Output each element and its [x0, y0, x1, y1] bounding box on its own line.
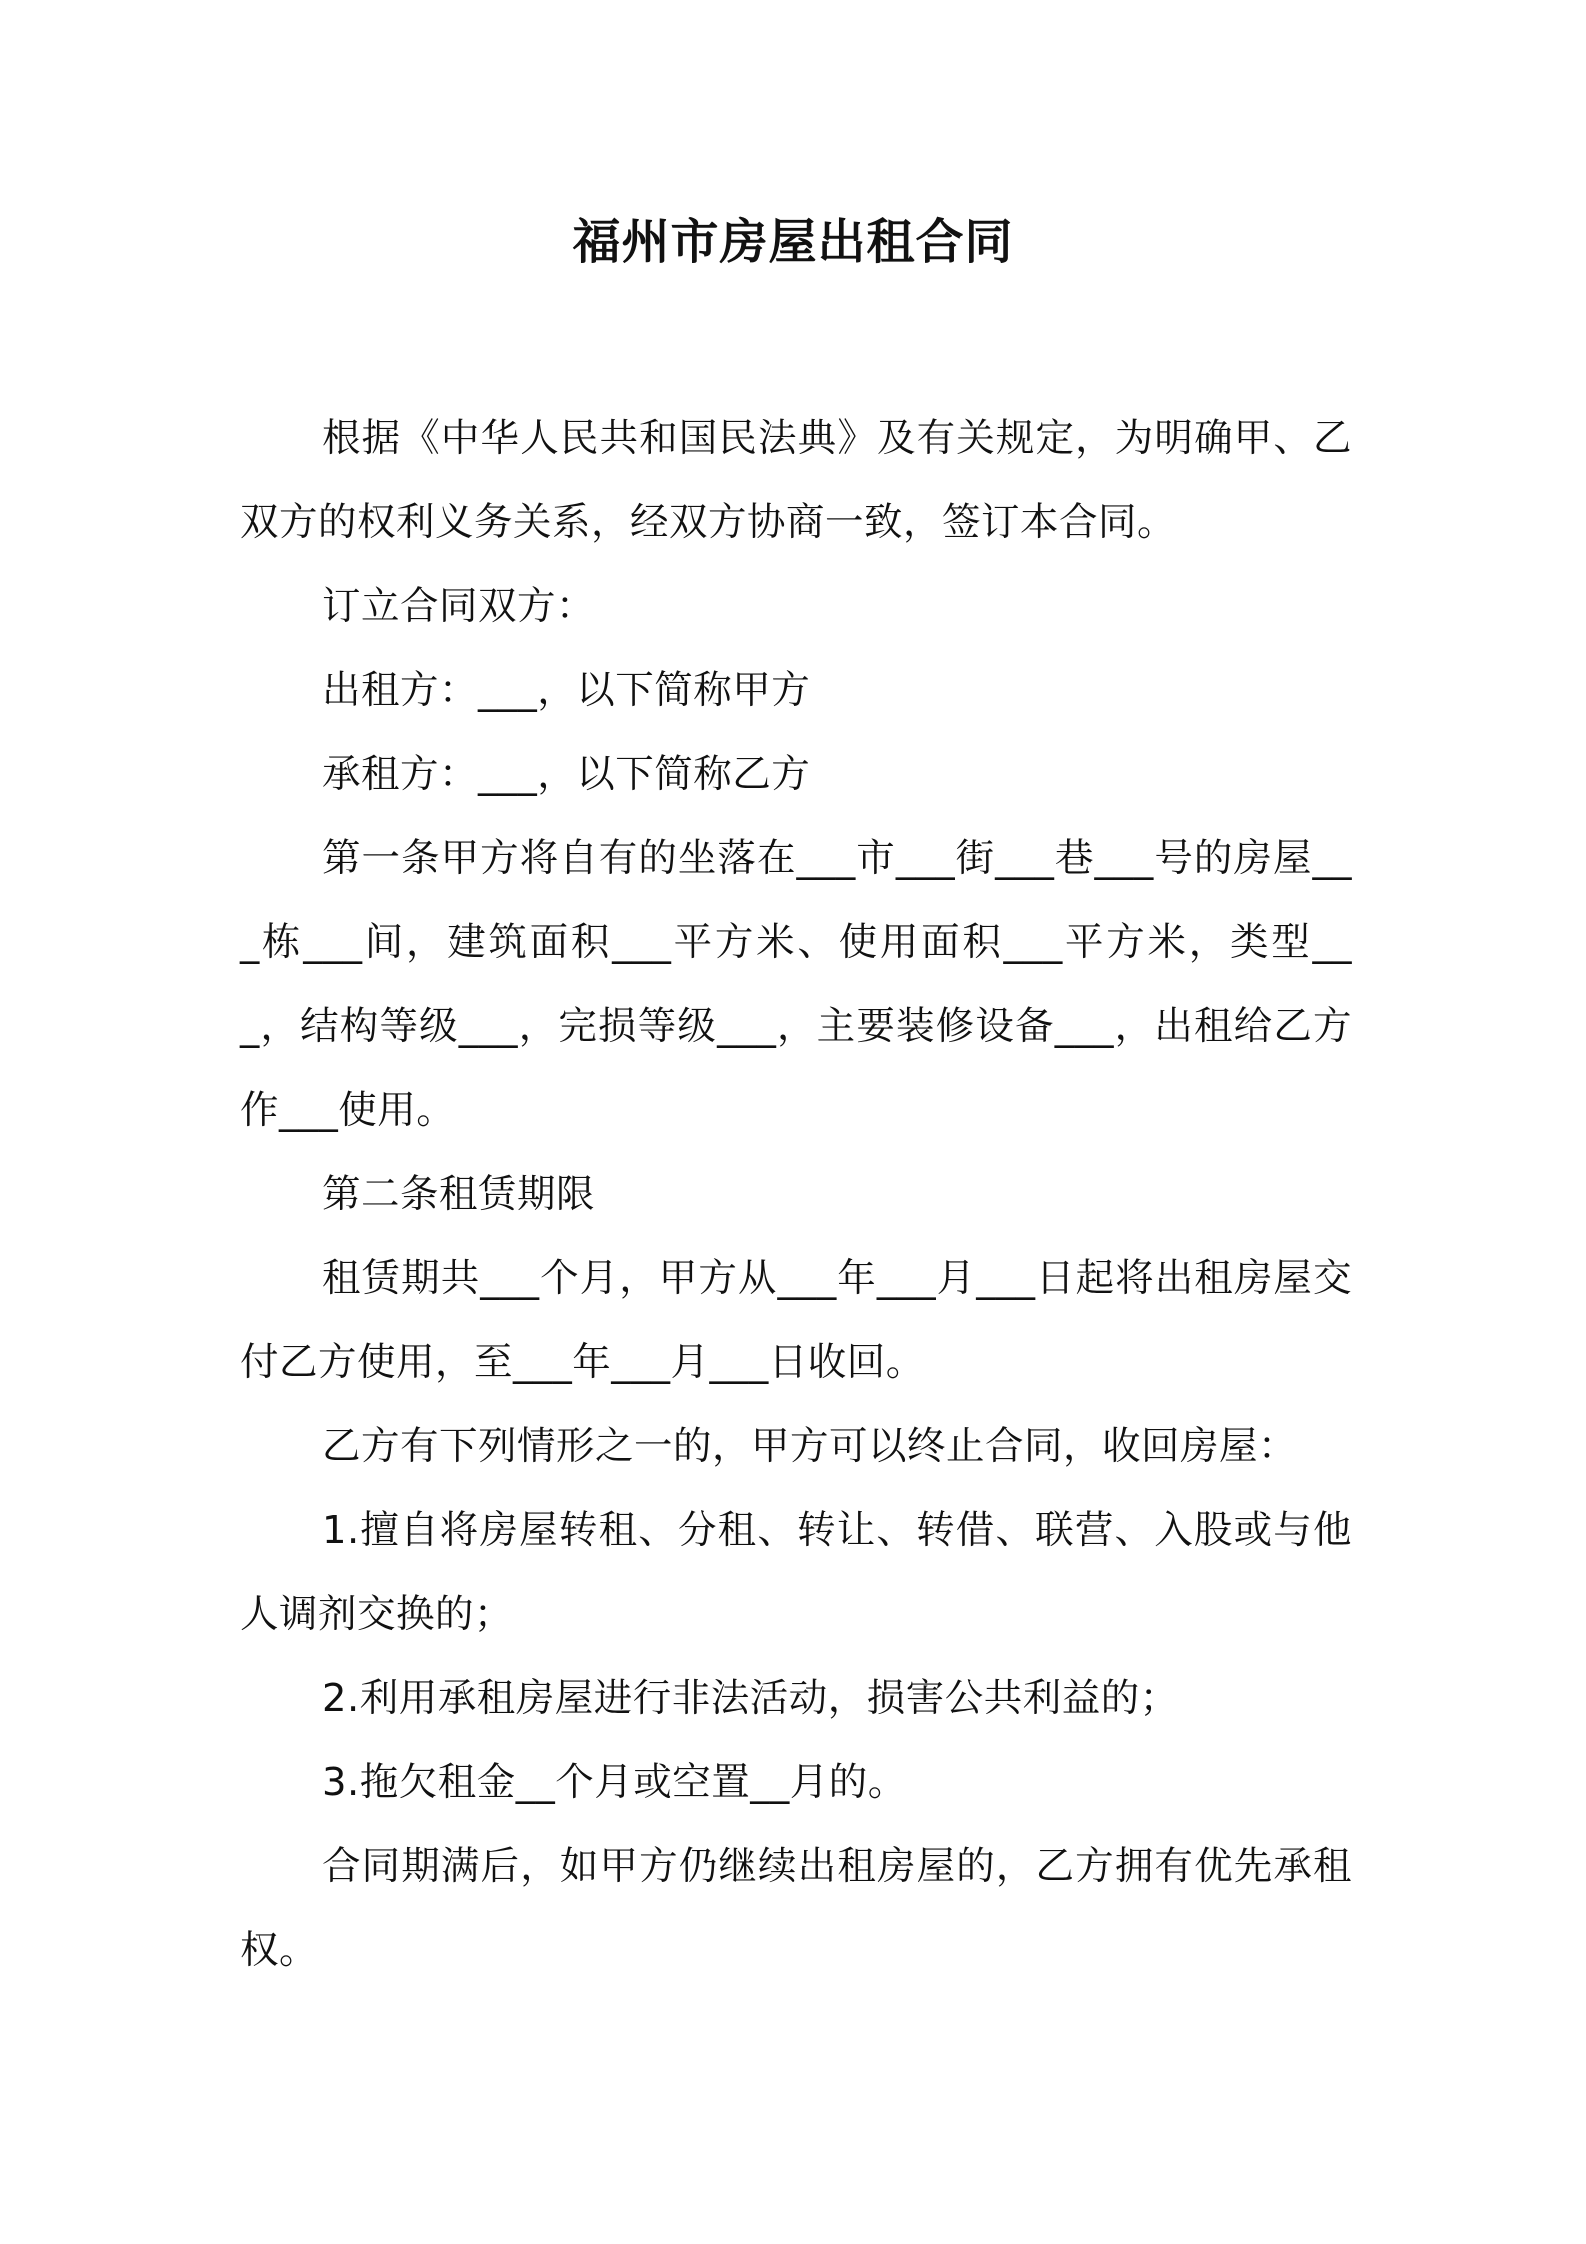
- paragraph-lessor: 出租方：___，以下简称甲方: [322, 668, 811, 713]
- paragraph-condition-3: 3.拖欠租金__个月或空置__月的。: [322, 1760, 907, 1805]
- paragraph-condition-1: 1.擅自将房屋转租、分租、转让、转借、联营、入股或与他人调剂交换的；: [240, 1508, 1352, 1637]
- paragraph-condition-2: 2.利用承租房屋进行非法活动，损害公共利益的；: [322, 1676, 1179, 1721]
- paragraph-lease-term: 租赁期共___个月，甲方从___年___月___日起将出租房屋交付乙方使用，至___年___月___日收回。: [240, 1256, 1352, 1385]
- paragraph-article-1: 第一条甲方将自有的坐落在___市___街___巷___号的房屋___栋___间，建筑面积___平方米、使用面积___平方米，类型___，结构等级___，完损等级___，主要装修设备___，出租给乙方作___使用。: [240, 836, 1352, 1133]
- paragraph-termination-conditions: 乙方有下列情形之一的，甲方可以终止合同，收回房屋：: [322, 1424, 1298, 1469]
- paragraph-parties-heading: 订立合同双方：: [322, 584, 596, 629]
- paragraph-preamble: 根据《中华人民共和国民法典》及有关规定，为明确甲、乙双方的权利义务关系，经双方协商一致，签订本合同。: [240, 416, 1352, 545]
- paragraph-article-2-heading: 第二条租赁期限: [322, 1172, 596, 1217]
- paragraph-renewal-priority: 合同期满后，如甲方仍继续出租房屋的，乙方拥有优先承租权。: [240, 1844, 1352, 1973]
- document-title: 福州市房屋出租合同: [572, 214, 1014, 270]
- paragraph-lessee: 承租方：___，以下简称乙方: [322, 752, 811, 797]
- document-body: [240, 397, 1352, 1993]
